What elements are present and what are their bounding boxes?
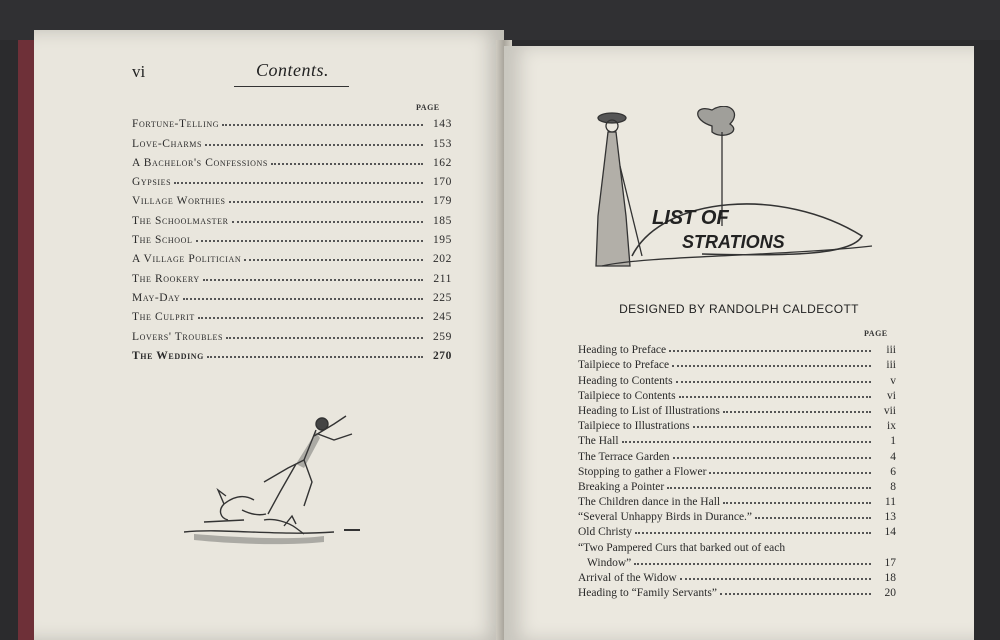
list-item: The Children dance in the Hall 11 <box>578 496 896 509</box>
list-item: Love-Charms 153 <box>132 137 452 150</box>
list-item: Arrival of the Widow 18 <box>578 572 896 584</box>
banner-text-bottom: STRATIONS <box>682 232 785 252</box>
right-page <box>504 46 974 640</box>
running-title: Contents. <box>256 60 330 80</box>
illustrations-list <box>578 341 896 599</box>
list-item: Lovers' Troubles 259 <box>132 330 452 343</box>
list-item: The Culprit 245 <box>132 311 452 324</box>
list-item: Breaking a Pointer 8 <box>578 480 896 493</box>
list-item: Tailpiece to Illustrations ix <box>578 420 896 433</box>
list-item: Fortune-Telling 143 <box>132 118 452 131</box>
list-item: Gypsies 170 <box>132 176 452 189</box>
title-rule <box>234 86 349 87</box>
list-item: “Two Pampered Curs that barked out of each <box>578 541 786 554</box>
list-item: “Several Unhappy Birds in Durance.” 13 <box>578 511 896 524</box>
list-item: Heading to List of Illustrations vii <box>578 404 896 417</box>
woman-with-tree-illustration <box>582 106 882 276</box>
list-item: Old Christy 14 <box>578 526 896 539</box>
list-item: A Village Politician 202 <box>132 253 452 266</box>
list-item: The School 195 <box>132 234 452 247</box>
list-item: Heading to Contents v <box>578 374 896 387</box>
list-item: Heading to “Family Servants” 20 <box>578 587 896 600</box>
page-column-label: PAGE <box>864 329 888 338</box>
banner-text-top: LIST OF <box>652 207 729 229</box>
running-boy-with-dogs-illustration <box>184 410 384 550</box>
list-item: The Terrace Garden 4 <box>578 450 896 463</box>
list-item: The Rookery 211 <box>132 272 452 285</box>
contents-list <box>132 111 452 362</box>
list-item: The Hall 1 <box>578 435 896 448</box>
list-item: Tailpiece to Contents vi <box>578 389 896 402</box>
list-item: Heading to Preface iii <box>578 344 896 357</box>
list-item: Village Worthies 179 <box>132 195 452 208</box>
page-column-label: PAGE <box>416 103 440 112</box>
designer-credit: DESIGNED BY RANDOLPH CALDECOTT <box>619 302 859 316</box>
list-item: A Bachelor's Confessions 162 <box>132 156 452 169</box>
page-number: vi <box>132 62 146 81</box>
list-item: May-Day 225 <box>132 291 452 304</box>
list-item: Window” 17 <box>587 556 896 569</box>
left-page <box>34 30 504 640</box>
list-item: The Wedding 270 <box>132 349 452 362</box>
list-item: Stopping to gather a Flower 6 <box>578 465 896 478</box>
list-item: The Schoolmaster 185 <box>132 214 452 227</box>
list-item: Tailpiece to Preface iii <box>578 359 896 372</box>
